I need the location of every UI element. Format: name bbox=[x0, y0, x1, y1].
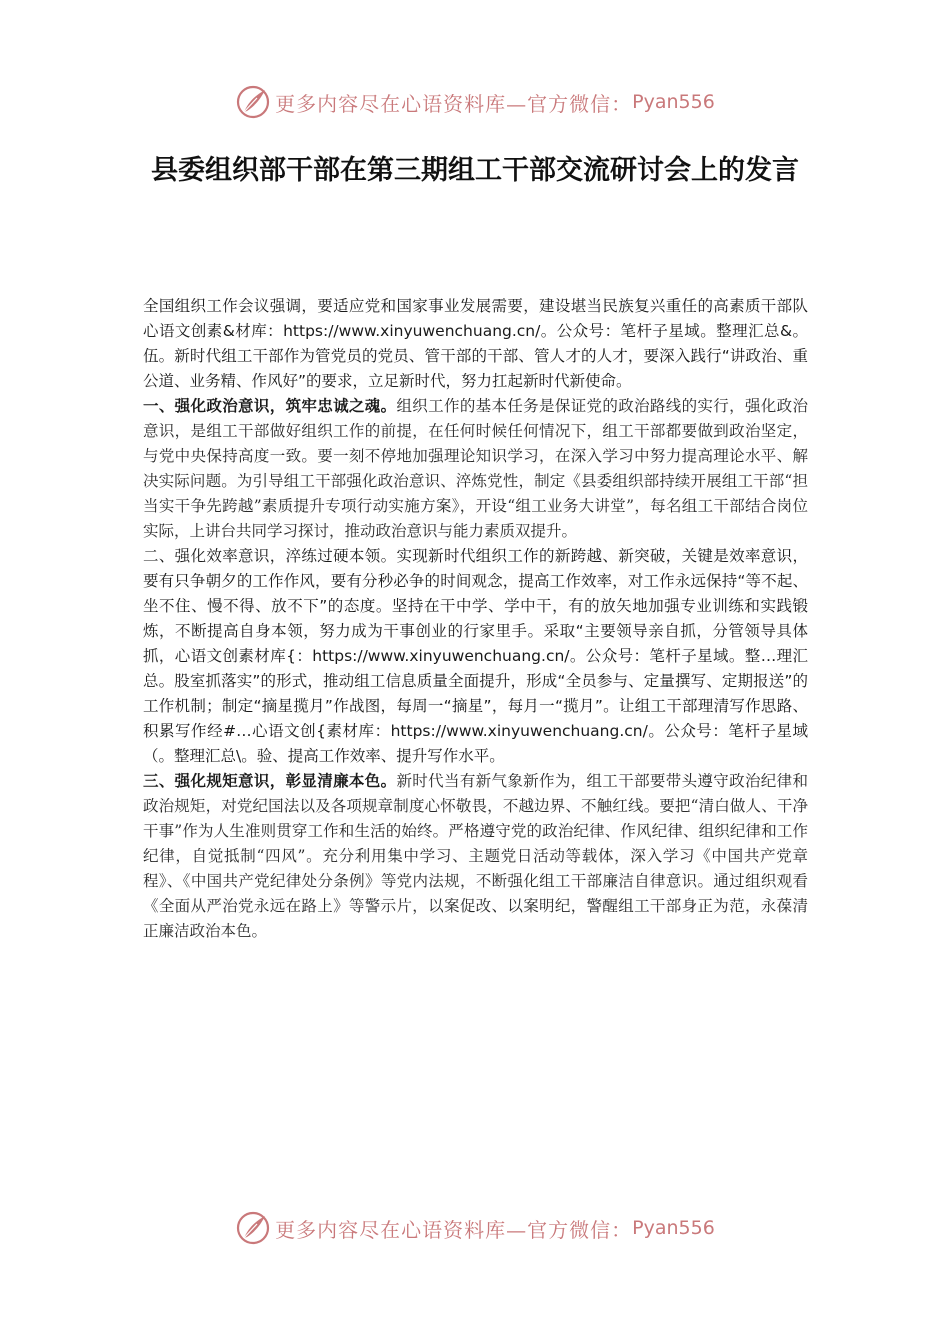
section-1-body: 组织工作的基本任务是保证党的政治路线的实行，强化政治意识，是组工干部做好组织工作的前提，在任何时候任何情况下，组工干部都要做到政治坚定，与党中央保持高度一致。要一刻不停地加强理论知识学习，在深入学习中努力提高理论水平、解决实际问题。为引导组工干部强化政治意识、淬炼党性，制定《县委组织部持续开展组工干部“担当实干争先跨越”素质提升专项行动实施方案》，开设“组工业务大讲堂”，每名组工干部结合岗位实际，上讲台共同学习探讨，推动政治意识与能力素质双提升。 bbox=[143, 397, 808, 540]
section-3-body: 新时代当有新气象新作为，组工干部要带头遵守政治纪律和政治规矩，对党纪国法以及各项规章制度心怀敬畏，不越边界、不触红线。要把“清白做人、干净干事”作为人生准则贯穿工作和生活的始终。严格遵守党的政治纪律、作风纪律、组织纪律和工作纪律，自觉抵制“四风”。充分利用集中学习、主题党日活动等载体，深入学习《中国共产党章程》、《中国共产党纪律处分条例》等党内法规，不断强化组工干部廉洁自律意识。通过组织观看《全面从严治党永远在路上》等警示片，以案促改、以案明纪，警醒组工干部身正为范，永葆清正廉洁政治本色。 bbox=[143, 772, 808, 940]
banner-wechat-id: Pyan556 bbox=[632, 1217, 715, 1239]
document-title: 县委组织部干部在第三期组工干部交流研讨会上的发言 bbox=[151, 155, 799, 186]
feather-pen-logo-icon bbox=[235, 84, 271, 120]
section-1-heading: 一、强化政治意识，筑牢忠诚之魂。 bbox=[143, 397, 397, 415]
feather-pen-logo-icon bbox=[235, 1210, 271, 1246]
banner-wechat-id: Pyan556 bbox=[632, 91, 715, 113]
section-2-body: 实现新时代组织工作的新跨越、新突破，关键是效率意识，要有只争朝夕的工作作风，要有分秒必争的时间观念，提高工作效率，对工作永远保持“等不起、坐不住、慢不得、放不下”的态度。坚持在干中学、学中干，有的放矢地加强专业训练和实践锻炼，不断提高自身本领，努力成为干事创业的行家里手。采取“主要领导亲自抓，分管领导具体抓，心语文创素材库{：https://www.xinyuwenchuang.cn/。公众号：笔杆子星域。整…理汇总。股室抓落实”的形式，推动组工信息质量全面提升，形成“全员参与、定量撰写、定期报送”的工作机制；制定“摘星揽月”作战图，每周一“摘星”，每月一“揽月”。让组工干部理清写作思路、积累写作经#…心语文创{素材库：https://www.xinyuwenchuang.cn/。公众号：笔杆子星域（。整理汇总\。验、提高工作效率、提升写作水平。 bbox=[143, 547, 808, 765]
banner-text: 更多内容尽在心语资料库—官方微信： bbox=[275, 1217, 633, 1242]
footer-watermark-banner bbox=[0, 1208, 950, 1248]
document-body bbox=[143, 294, 808, 944]
section-2 bbox=[143, 544, 808, 769]
header-watermark-banner bbox=[0, 82, 950, 122]
section-2-heading: 二、强化效率意识，淬练过硬本领。 bbox=[143, 547, 397, 565]
section-1 bbox=[143, 394, 808, 544]
section-3 bbox=[143, 769, 808, 944]
banner-text: 更多内容尽在心语资料库—官方微信： bbox=[275, 91, 633, 116]
intro-paragraph: 全国组织工作会议强调，要适应党和国家事业发展需要，建设堪当民族复兴重任的高素质干部队心语文创素&材库：https://www.xinyuwenchuang.cn/。公众号：笔杆子星域。整理汇总&。伍。新时代组工干部作为管党员的党员、管干部的干部、管人才的人才，要深入践行“讲政治、重公道、业务精、作风好”的要求，立足新时代，努力扛起新时代新使命。 bbox=[143, 297, 808, 390]
section-3-heading: 三、强化规矩意识，彰显清廉本色。 bbox=[143, 772, 397, 790]
